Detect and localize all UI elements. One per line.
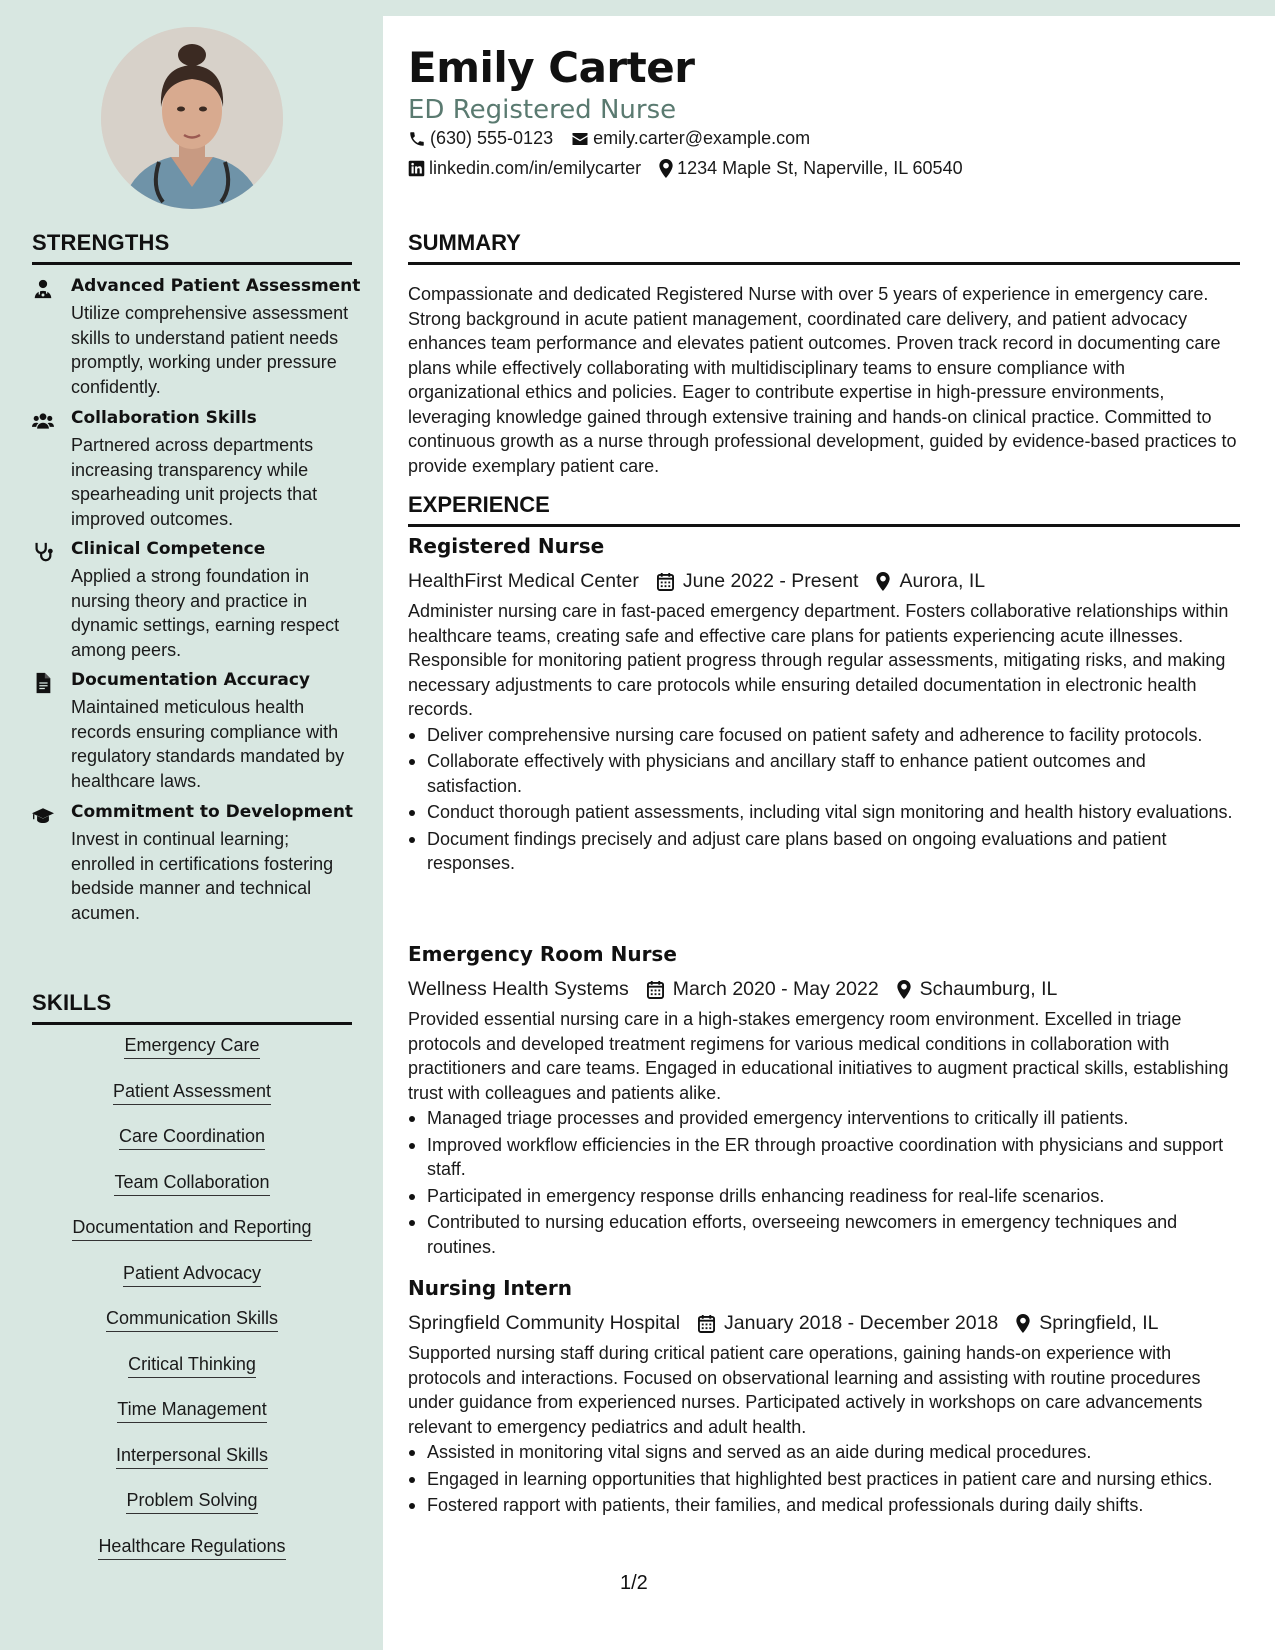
job-bullet: Conduct thorough patient assessments, including vital sign monitoring and health history evaluations.	[408, 800, 1242, 825]
calendar-icon	[657, 572, 674, 591]
map-pin-icon	[1016, 1314, 1030, 1333]
job-company: HealthFirst Medical Center	[408, 569, 639, 592]
skill-tag: Critical Thinking	[128, 1353, 256, 1378]
user-doctor-icon	[32, 278, 54, 300]
linkedin-icon	[408, 160, 425, 177]
strength-desc: Maintained meticulous health records ensuring compliance with regulatory standards mandated by healthcare laws.	[71, 697, 345, 791]
skill-tag: Interpersonal Skills	[116, 1444, 268, 1469]
map-pin-icon	[659, 159, 673, 178]
skills-list	[32, 1034, 352, 1580]
summary-text: Compassionate and dedicated Registered Nurse with over 5 years of experience in emergency care. Strong background in acute patient management, coordinated care delivery, and patient advocacy enhances team performance and elevates patient outcomes. Proven track record in documenting care plans while effectively collaborating with multidisciplinary teams to ensure compliance with organizational ethics and policies. Eager to contribute expertise in high-pressure environments, leveraging knowledge gained through extensive training and hands-on clinical practice. Committed to continuous growth as a nurse through professional development, guided by evidence-based practices to provide exemplary patient care.	[408, 284, 1237, 476]
linkedin-text: linkedin.com/in/emilycarter	[429, 158, 642, 178]
skill-tag: Team Collaboration	[114, 1171, 269, 1196]
skill-tag: Patient Assessment	[113, 1080, 271, 1105]
graduation-cap-icon	[32, 804, 54, 826]
experience-heading: EXPERIENCE	[408, 492, 1240, 527]
strength-desc: Utilize comprehensive assessment skills to understand patient needs promptly, working under pressure confidently.	[71, 303, 349, 397]
job-bullet: Assisted in monitoring vital signs and served as an aide during medical procedures.	[408, 1440, 1242, 1465]
job-location: Springfield, IL	[1039, 1311, 1159, 1334]
candidate-name: Emily Carter	[408, 43, 695, 92]
phone-text: (630) 555-0123	[430, 128, 554, 148]
job-bullets	[408, 1106, 1242, 1259]
strength-title: Advanced Patient Assessment	[71, 276, 361, 296]
job-title: Emergency Room Nurse	[408, 942, 677, 966]
job-company: Springfield Community Hospital	[408, 1311, 681, 1334]
job-entry	[408, 1276, 1242, 1520]
skill-tag: Problem Solving	[126, 1489, 257, 1514]
address-text: 1234 Maple St, Naperville, IL 60540	[677, 158, 963, 178]
job-location: Schaumburg, IL	[919, 977, 1058, 1000]
job-bullet: Document findings precisely and adjust care plans based on ongoing evaluations and patient responses.	[408, 827, 1242, 876]
map-pin-icon	[876, 572, 890, 591]
strength-desc: Invest in continual learning; enrolled in certifications fostering bedside manner and technical acumen.	[71, 829, 334, 923]
job-entry	[408, 942, 1242, 1261]
job-dates: March 2020 - May 2022	[672, 977, 879, 1000]
top-band	[383, 0, 1275, 16]
email-item[interactable]	[571, 128, 810, 149]
job-description: Provided essential nursing care in a high-stakes emergency room environment. Excelled in triage protocols and developed treatment regimens for various medical conditions in collaboration with practitioners and care teams. Engaged in educational initiatives to augment practical skills, establishing trust with colleagues and patients alike.	[408, 1009, 1229, 1103]
job-bullet: Contributed to nursing education efforts, overseeing newcomers in emergency techniques and routines.	[408, 1210, 1242, 1259]
skill-tag: Emergency Care	[124, 1034, 259, 1059]
job-bullet: Deliver comprehensive nursing care focused on patient safety and adherence to facility protocols.	[408, 723, 1242, 748]
job-company: Wellness Health Systems	[408, 977, 629, 1000]
job-bullet: Managed triage processes and provided emergency interventions to critically ill patients.	[408, 1106, 1242, 1131]
stethoscope-icon	[32, 541, 54, 563]
skill-tag: Healthcare Regulations	[98, 1535, 285, 1560]
linkedin-item[interactable]	[408, 158, 641, 179]
contact-row-2	[408, 158, 981, 179]
job-bullets	[408, 1440, 1242, 1518]
job-location: Aurora, IL	[899, 569, 986, 592]
job-title: Registered Nurse	[408, 534, 605, 558]
job-bullet: Improved workflow efficiencies in the ER through proactive coordination with physicians and support staff.	[408, 1133, 1242, 1182]
job-dates: January 2018 - December 2018	[724, 1311, 999, 1334]
candidate-title: ED Registered Nurse	[408, 95, 677, 125]
strength-title: Commitment to Development	[71, 802, 354, 822]
phone-icon	[408, 130, 426, 148]
job-title: Nursing Intern	[408, 1276, 573, 1300]
skills-heading: SKILLS	[32, 990, 352, 1025]
job-entry	[408, 534, 1242, 878]
strength-desc: Partnered across departments increasing transparency while spearheading unit projects that improved outcomes.	[71, 435, 318, 529]
job-bullet: Participated in emergency response drills enhancing readiness for real-life scenarios.	[408, 1184, 1242, 1209]
envelope-icon	[571, 131, 589, 147]
summary-heading: SUMMARY	[408, 230, 1240, 265]
job-bullets	[408, 723, 1242, 876]
job-meta	[408, 565, 1242, 597]
address-item	[659, 158, 963, 179]
phone-item[interactable]	[408, 128, 553, 149]
profile-photo	[101, 27, 283, 209]
job-bullet: Collaborate effectively with physicians and ancillary staff to enhance patient outcomes and satisfaction.	[408, 749, 1242, 798]
job-meta	[408, 973, 1242, 1005]
job-meta	[408, 1307, 1242, 1339]
skill-tag: Documentation and Reporting	[72, 1216, 311, 1241]
strength-desc: Applied a strong foundation in nursing theory and practice in dynamic settings, earning respect among peers.	[71, 566, 340, 660]
page-number: 1/2	[620, 1572, 648, 1594]
file-icon	[32, 672, 54, 694]
strength-title: Collaboration Skills	[71, 408, 257, 428]
job-bullet: Engaged in learning opportunities that highlighted best practices in patient care and nursing ethics.	[408, 1467, 1242, 1492]
skill-tag: Communication Skills	[106, 1307, 278, 1332]
job-description: Supported nursing staff during critical patient care operations, gaining hands-on experience with protocols and interactions. Focused on observational learning and assisting with routine procedures under guidance from experienced nurses. Participated actively in workshops on care advancements relevant to emergency pediatrics and adult health.	[408, 1343, 1203, 1437]
job-dates: June 2022 - Present	[682, 569, 859, 592]
job-description: Administer nursing care in fast-paced emergency department. Fosters collaborative relationships within healthcare teams, creating safe and effective care plans for patients experiencing acute illnesses. Responsible for monitoring patient progress through regular assessments, mitigating risks, and making necessary adjustments to care protocols while ensuring detailed documentation in electronic health records.	[408, 601, 1229, 719]
calendar-icon	[698, 1314, 715, 1333]
skill-tag: Time Management	[117, 1398, 266, 1423]
users-icon	[32, 410, 54, 432]
email-text: emily.carter@example.com	[593, 128, 811, 148]
calendar-icon	[647, 980, 664, 999]
map-pin-icon	[897, 980, 911, 999]
strengths-heading: STRENGTHS	[32, 230, 352, 265]
job-bullet: Fostered rapport with patients, their families, and medical professionals during daily shifts.	[408, 1493, 1242, 1518]
skill-tag: Patient Advocacy	[123, 1262, 261, 1287]
skill-tag: Care Coordination	[119, 1125, 265, 1150]
contact-row-1	[408, 128, 828, 149]
strength-title: Clinical Competence	[71, 539, 266, 559]
strength-title: Documentation Accuracy	[71, 670, 310, 690]
